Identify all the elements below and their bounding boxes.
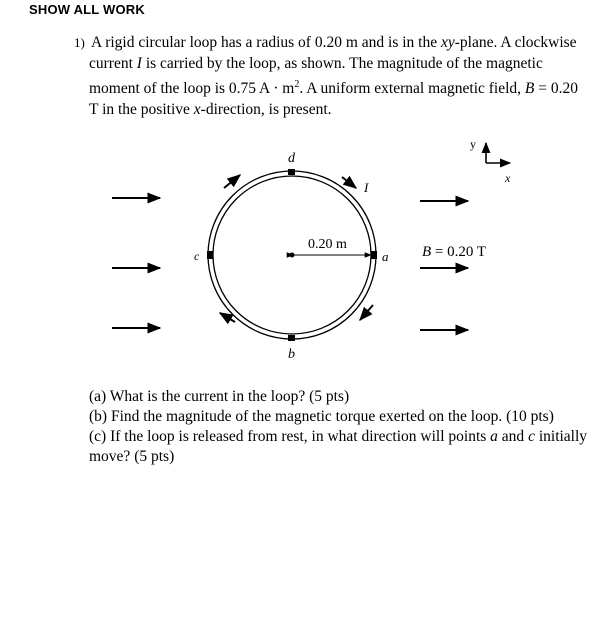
label-point-a: a <box>382 249 389 264</box>
question-c-continued: move? (5 pts) <box>89 448 175 465</box>
problem-statement <box>74 32 604 120</box>
label-radius: 0.20 m <box>308 237 347 252</box>
label-point-d: d <box>288 151 295 166</box>
current-arrow-bottom-right <box>360 305 373 320</box>
axis-y-label: y <box>470 137 476 151</box>
label-field: B = 0.20 T <box>422 244 487 260</box>
problem-line-1: A rigid circular loop has a radius of 0.20 m and is in the xy-plane. A clockwise <box>91 34 577 51</box>
point-b-marker <box>288 335 295 341</box>
problem-number: 1) <box>74 35 85 50</box>
label-point-b: b <box>288 347 295 362</box>
label-current: I <box>364 180 369 195</box>
questions-list <box>89 387 587 467</box>
problem-line-2: current I is carried by the loop, as shown. The magnitude of the magnetic <box>89 55 543 72</box>
point-a-marker <box>371 251 377 259</box>
axis-x-label: x <box>505 171 511 185</box>
problem-line-4: T in the positive x-direction, is present. <box>89 101 332 119</box>
point-d-marker <box>288 169 295 175</box>
current-arrow-top-right <box>342 177 356 188</box>
current-arrow-top-left <box>224 175 240 188</box>
label-point-c: c <box>194 249 200 263</box>
question-c: (c) If the loop is released from rest, in what direction will points a and c initially <box>89 428 588 445</box>
question-b: (b) Find the magnitude of the magnetic torque exerted on the loop. (10 pts) <box>89 408 554 425</box>
question-a: (a) What is the current in the loop? (5 pts) <box>89 388 350 405</box>
page-header: SHOW ALL WORK <box>29 2 145 17</box>
problem-line-3: moment of the loop is 0.75 $A \cdot m^2$. A uniform external magnetic field, B = 0.20 <box>89 79 579 98</box>
loop-diagram <box>0 120 611 382</box>
point-c-marker <box>207 251 213 259</box>
